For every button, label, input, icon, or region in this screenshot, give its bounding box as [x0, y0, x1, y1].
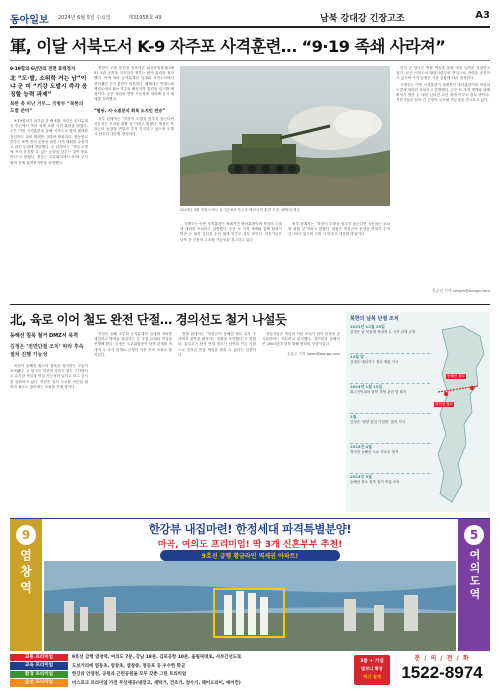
story2-byline: 손효주 기자 hjson@donga.com [287, 351, 340, 356]
ad-feature-row [10, 670, 350, 679]
timeline-text: 경의선 동해선 도로 가로등 철거 [350, 450, 399, 454]
timeline-event [350, 414, 430, 444]
issue-edition: 제31958호 49 [128, 15, 162, 21]
badge-line-3: 혁신 설계 [363, 674, 381, 679]
story1-body-2: 북한이 오물 풍선을 살포하고 위성항법장치(GPS) 교란 공격을 지속하자 정부는 합의 효력을 정지했다. 이에 따라 군사분계선 일대와 서북도서에서 중단됐던 군사 훈련이 복원된다. 해병대는 연평도와 백령도에서 K-9 자주포 해상사격 훈련을 실시할 예정이다. 군은 북한의 반발 가능성에 대비해 감시 태세를 강화했다. [94, 66, 174, 102]
feature-label: 옵션 프리미엄 [10, 679, 68, 687]
ad-headline-1: 한강뷰 내집마련! 한정세대 파격특별분양! [148, 522, 352, 536]
photo-caption [180, 208, 390, 213]
feature-text: 한강과 안양천, 공원과 근린공원을 모두 갖춘 그린 프리미엄 [72, 672, 187, 678]
station-name: 여의도역 [468, 549, 481, 601]
korea-map [432, 324, 488, 508]
timeline-event [350, 474, 430, 504]
timeline-text: 김정은 ‘평양 통일 기념탑’ 철거 지시 [350, 420, 406, 424]
ad-feature-row [10, 653, 350, 662]
ad-feature-row [10, 679, 350, 688]
badge-line-1: 3룸 + 거실 [360, 659, 384, 664]
page-number: A3 [475, 10, 490, 21]
story1-col4 [288, 222, 390, 296]
aerial-city-illustration [44, 561, 456, 651]
story1-headline: 軍, 이달 서북도서 K-9 자주포 사격훈련… “9·19 족쇄 사라져” [10, 37, 446, 56]
story1-col2 [94, 66, 174, 296]
ad-unit-badge [354, 655, 390, 685]
story2-body-1: 북한이 동해선 철도의 침목을 철거하는 모습이 포착됐다. 군 당국은 북한이 경의선 철도 구간에서도 유사한 작업을 벌일 가능성이 있다고 보고 감시를 강화하고 있다. 북한은 앞서 도로를 차단한 데 이어 철도도 끊어내는 조치를 진행 중이다. [10, 364, 88, 389]
story2-body-2: 북한은 올해 초부터 군사분계선 일대에 지뢰를 매설하고 방벽을 설치하는 등 국경 요새화 작업을 진행해 왔다. 김정은 국무위원장이 남북 관계를 적대적 두 국가 관계로 규정한 이후 후속 조치로 풀이된다. [94, 332, 172, 357]
photo-caption-text: 2023년 4월 연평도에서 실시된 K-9 자주포 해상사격 훈련 모습. 해병대 제공 [180, 208, 300, 212]
map-label-east: 동해선 철도 [447, 374, 466, 378]
feature-label: 환경 프리미엄 [10, 671, 68, 679]
k9-photo [180, 66, 390, 206]
station-badge-right [458, 519, 490, 651]
feature-label: 교육 프리미엄 [10, 662, 68, 670]
story2-subhead-2: 김정은 ‘전면단절 조치’ 따라 후속 절차 진행 가능성 [10, 344, 84, 358]
station-badge-left [10, 519, 42, 651]
contact-phone[interactable]: 1522-8974 [401, 663, 483, 682]
timeline-date: 12월 말 [350, 354, 364, 359]
ad-headline-3: 9호선 급행 황금라인 역세권 아파트! [160, 550, 340, 561]
feature-text: 도보거리에 염동초, 염창초, 염창중, 영등포 등 우수한 학군 [72, 663, 186, 669]
timeline-events [350, 324, 430, 504]
story1-subhead-2: 북한 측 비난 거부… 국방부 “북한의 도발 준비” [10, 102, 84, 114]
ad-banner [10, 518, 490, 686]
feature-label: 교통 프리미엄 [10, 654, 68, 662]
map-label-west: 경의선 철도 [435, 402, 454, 406]
story2-col4 [262, 332, 340, 512]
timeline-date: 2023년 12월 30일 [350, 324, 385, 329]
story2-body-3: 합참 관계자는 “북한군이 동해선 철로 일부 구간에서 침목을 제거하는 정황을 포착했다”고 밝혔다. 통일부는 남북 연결 철도가 남측의 자금 지원으로 건설된 만큼 책임을 물을 수 있다는 입장이다. [178, 332, 256, 357]
story1-body-5: 한미 군 당국은 연합 연습을 통해 대응 능력을 점검하고 있다. 군은 서북도서 방위사령부를 중심으로 전력을 증강하고 있으며 사격 일정은 기상 상황에 따라 결정된다. [396, 66, 490, 81]
timeline-title: 북한의 남북 단절 조치 [350, 316, 399, 322]
line-number-badge: 5 [464, 525, 484, 545]
k9-howitzer-illustration [180, 66, 390, 206]
timeline-text: 김정은 대남기구 정리 개편 지시 [350, 360, 399, 364]
story1-body-3: 국방부는 이번 사격훈련이 정례적인 방어훈련이며 북한의 도발에 대비한 조치라고 설명했다. 군은 포 사격 재개와 함께 확성기 방송 등 대북 심리전 수단 재개 여부도 검토 중이다. 전문가들은 남북 간 긴장이 고조될 가능성을 경고하고 있다. [180, 222, 282, 242]
masthead-rule [10, 26, 490, 28]
timeline-box [346, 312, 490, 512]
story1-subhead-3: “합동, 지·소통분석 회복 도지인 전승” [94, 108, 166, 114]
timeline-date: 1월 [350, 414, 357, 419]
feature-text: 9호선 급행 염창역, 여의도 7분, 강남 18분, 김포공항 10분, 올림픽대로, 서부간선도로 [72, 655, 242, 661]
story1-subhead-1: 北 “도·발, 소위학 거는 남”이냐 군 미 “기강 도발시 즉각 응징할 능력 과제” [10, 76, 88, 98]
line-number-badge: 9 [16, 525, 36, 545]
ad-feature-list [10, 653, 350, 687]
timeline-text: 김정은 남 북관계 적대적 두 국가 관계 규정 [350, 330, 416, 334]
story1-byline: 신규진 기자 newjin@donga.com [431, 288, 490, 293]
story2-subhead-1: 동해선 침목 철거 DMZ서 목격 [10, 333, 79, 339]
timeline-text: 동해선 철도 침목 철거 작업 포착 [350, 480, 400, 484]
timeline-date: 2024년 4월 [350, 444, 372, 449]
story2-col2 [94, 332, 172, 512]
issue-date: 2024년 6월 5일 수요일 [58, 15, 111, 21]
story1-col3 [180, 222, 282, 296]
ad-feature-row [10, 662, 350, 671]
masthead [10, 7, 490, 27]
story2-body-4: 전문가들은 북한의 이런 조치가 남북 단절을 공식화하려는 의도라고 분석했다. 경의선과 동해선은 2000년대 남북 화해 협력의 상징이었다. [262, 332, 340, 347]
timeline-text: 최고인민회의 남북 경협 관련 법 폐지 [350, 390, 407, 394]
timeline-date: 2024년 1월 15일 [350, 384, 383, 389]
timeline-date: 2024년 5월 [350, 474, 372, 479]
story-divider [10, 304, 490, 305]
badge-line-2: 발코니 확장 [361, 666, 383, 671]
station-name: 염창역 [18, 549, 33, 597]
timeline-event [350, 354, 430, 384]
story1-body-4: 정부 관계자는 “북한이 도발을 멈추지 않는다면 상응하는 조치를 취할 것”이라고 밝혔다. 합참은 북한군의 동향을 면밀히 추적 감시하고 있으며 도발 시 단호히 대응할 방침이다. [288, 222, 390, 237]
timeline-event [350, 444, 430, 474]
story1-body-5b: 국방부는 이번 사격훈련이 정례적인 방어훈련이며 북한의 도발에 대비한 조치라고 설명했다. 군은 포 사격 재개와 함께 확성기 방송 등 대북 심리전 수단 재개 여부도 검토 중이다. 전문가들은 남북 간 긴장이 고조될 가능성을 경고하고 있다. [396, 82, 490, 103]
feature-text: 비스포크 프리미엄 가전 무상제공(냉장고, 세탁기, 건조기, 청수기, 헤어드라이, 에어컨) [72, 680, 241, 686]
timeline-event [350, 384, 430, 414]
story2-headline: 北, 육로 이어 철도 완전 단절… 경의선도 철거 나설듯 [10, 312, 287, 327]
contact-label: 문 / 의 / 전 / 화 [414, 655, 470, 662]
paper-name: 동아일보 [10, 15, 49, 26]
story2-col1 [10, 332, 88, 512]
ad-headline-2: 마곡, 여의도 프리미엄! 딱 3개 신혼부부 추천! [157, 540, 343, 550]
section-title: 남북 강대강 긴장고조 [320, 14, 405, 24]
timeline-event [350, 324, 430, 354]
story1-body-1: 9·19합의가 파기된 건 해 4월, 북한은 군사분계선 부근에서 여러 차례 포병 사격 훈련을 벌였다. 군은 이번 사격훈련을 통해 서북도서 방어 태세를 점검하고 대비 태세를 강화할 방침이다. 합동참모본부는 포병 전력 운용을 위한 사격 계획을 수립하고 관련 부대에 하달했다. 군 관계자는 “적의 도발에 즉각 응징할 수 있는 능력을 갖추는 것이 중요하다”고 밝혔다. 정부는 국무회의에서 9·19 군사합의 전체 효력정지안을 의결했다. [10, 119, 88, 165]
story1-lead: 9·19합의 6년만의 전면 효력정지 [10, 67, 76, 72]
story1-col5 [396, 66, 490, 284]
story1-col1 [10, 66, 88, 296]
story1-body-2b: 정부 관계자는 “북한이 도발을 멈추지 않는다면 상응하는 조치를 취할 것”이라고 밝혔다. 합참은 북한군의 동향을 면밀히 추적 감시하고 있으며 도발 시 단호히 대응할 방침이다. [94, 116, 174, 137]
ad-contact [394, 653, 490, 687]
headline-rule [10, 60, 490, 61]
story2-col3 [178, 332, 256, 512]
